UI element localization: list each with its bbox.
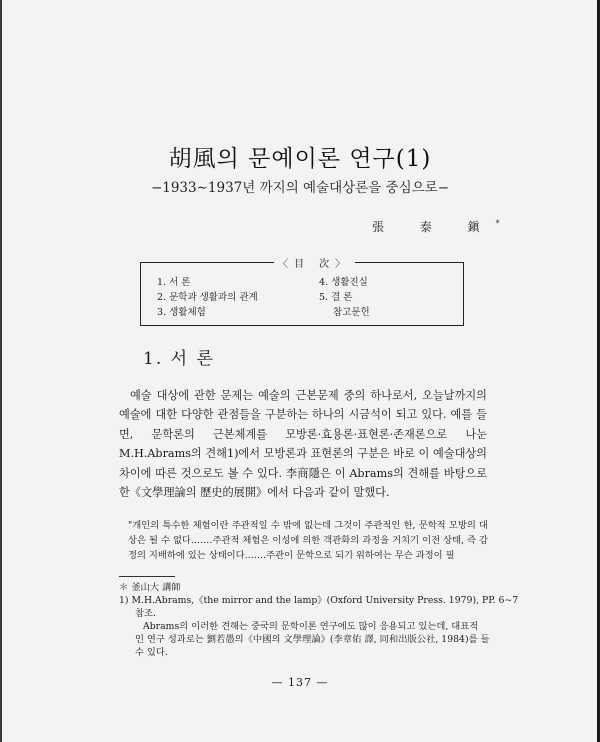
footnote-divider xyxy=(119,576,175,577)
footnotes xyxy=(119,581,519,659)
author-line xyxy=(372,218,500,235)
scan-edge-left xyxy=(0,0,2,742)
toc-column-left xyxy=(157,275,258,320)
body-text xyxy=(119,386,487,502)
author-footnote-mark: * xyxy=(495,219,500,228)
paper-title: 胡風의 문예이론 연구(1) xyxy=(168,146,432,172)
author-name: 張 泰 鎭 xyxy=(372,220,496,234)
footnote-1-continued: 인 연구 성과로는 劉若愚의《中國의 文學理論》(李章佑 譯, 同和出版公社, 1984)를 들 xyxy=(135,634,490,645)
toc-item: 2. 문학과 생활과의 관계 xyxy=(157,292,258,303)
body-paragraph: 예술 대상에 관한 문제는 예술의 근본문제 중의 하나로서, 오늘날까지의 예술에 대한 다양한 관점들을 구분하는 하나의 시금석이 되고 있다. 예를 들면, 문학론의 근본체계를 모방론·효용론·표현론·존재론으로 나눈 M.H.Abrams의 견해1)에서 모방론과 표현론의 구분은 바로 이 예술대상의 차이에 따른 것으로도 볼 수 있다. 李商隱은 이 Abrams의 견해를 바탕으로 한《文學理論의 歷史的展開》에서 다음과 같이 말했다. xyxy=(119,389,487,500)
footnote-1-continued: Abrams의 이러한 견해는 중국의 문학이론 연구에도 많이 응용되고 있는데, 대표적 xyxy=(143,621,479,632)
toc-item: 1. 서 론 xyxy=(157,277,191,288)
toc-column-right xyxy=(319,275,370,320)
block-quote: "개인의 특수한 체험이란 주관적일 수 밖에 없는데 그것이 주관적인 한, 문학적 모방의 대상은 될 수 없다.……주관적 체험은 이성에 의한 객관화의 과정을 거치기 이전 상태, 즉 감정의 지배하에 있는 상태이다.……주관이 문학으로 되기 위하여는 무슨 과정이 필 xyxy=(128,520,488,561)
toc-item: 5. 결 론 xyxy=(319,292,353,303)
section-heading: 1. 서 론 xyxy=(143,349,215,369)
footnote-affiliation: ＊ 釜山大 講師 xyxy=(119,582,181,593)
footnote-1-continued: 수 있다. xyxy=(135,647,168,658)
toc-item: 3. 생활체험 xyxy=(157,307,206,318)
toc-label: 〈目 次〉 xyxy=(274,255,355,270)
toc-item: 참고문헌 xyxy=(333,307,370,318)
paper-subtitle: −1933∼1937년 까지의 예술대상론을 중심으로− xyxy=(150,180,450,196)
footnote-1: 1) M.H.Abrams,《the mirror and the lamp》(Oxford University Press. 1979), PP. 6∼7 xyxy=(119,595,519,606)
footnote-1-continued: 참조. xyxy=(135,608,156,619)
toc-item: 4. 생활진실 xyxy=(319,277,368,288)
table-of-contents xyxy=(140,259,464,326)
page-number: — 137 — xyxy=(271,676,329,689)
